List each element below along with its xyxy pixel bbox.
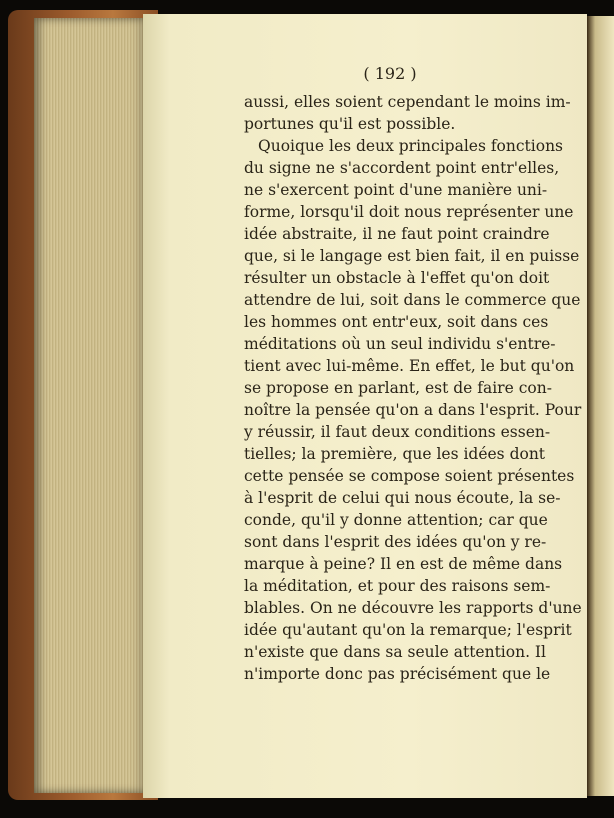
text-line: résulter un obstacle à l'effet qu'on doit [244, 269, 550, 287]
text-line: les hommes ont entr'eux, soit dans ces [244, 313, 549, 331]
text-line: marque à peine? Il en est de même dans [244, 555, 563, 573]
text-line: portunes qu'il est possible. [244, 115, 456, 133]
page-edges [34, 18, 146, 793]
text-line: y réussir, il faut deux conditions essen- [244, 423, 551, 441]
text-line: noître la pensée qu'on a dans l'esprit. Pour [244, 401, 582, 419]
text-line: n'importe donc pas précisément que le [244, 665, 551, 683]
text-line: Quoique les deux principales fonctions [258, 137, 564, 155]
text-line: conde, qu'il y donne attention; car que [244, 511, 548, 529]
text-line: tient avec lui-même. En effet, le but qu'on [244, 357, 575, 375]
page-number: ( 192 ) [363, 64, 417, 83]
text-line: idée abstraite, il ne faut point craindre [244, 225, 550, 243]
text-line: cette pensée se compose soient présentes [244, 467, 575, 485]
text-line: attendre de lui, soit dans le commerce que [244, 291, 581, 309]
text-line: sont dans l'esprit des idées qu'on y re- [244, 533, 547, 551]
text-line: méditations où un seul individu s'entre- [244, 335, 556, 353]
text-line: que, si le langage est bien fait, il en puisse [244, 247, 580, 265]
text-line: idée qu'autant qu'on la remarque; l'esprit [244, 621, 572, 639]
text-line: aussi, elles soient cependant le moins im- [244, 93, 571, 111]
text-line: n'existe que dans sa seule attention. Il [244, 643, 547, 661]
text-line: à l'esprit de celui qui nous écoute, la se- [244, 489, 561, 507]
text-line: ne s'exercent point d'une manière uni- [244, 181, 548, 199]
text-line: du signe ne s'accordent point entr'elles, [244, 159, 560, 177]
text-line: blables. On ne découvre les rapports d'une [244, 599, 582, 617]
text-line: tielles; la première, que les idées dont [244, 445, 546, 463]
text-line: forme, lorsqu'il doit nous représenter une [244, 203, 574, 221]
text-line: se propose en parlant, est de faire con- [244, 379, 552, 397]
facing-page-edge [587, 16, 614, 796]
text-line: la méditation, et pour des raisons sem- [244, 577, 551, 595]
